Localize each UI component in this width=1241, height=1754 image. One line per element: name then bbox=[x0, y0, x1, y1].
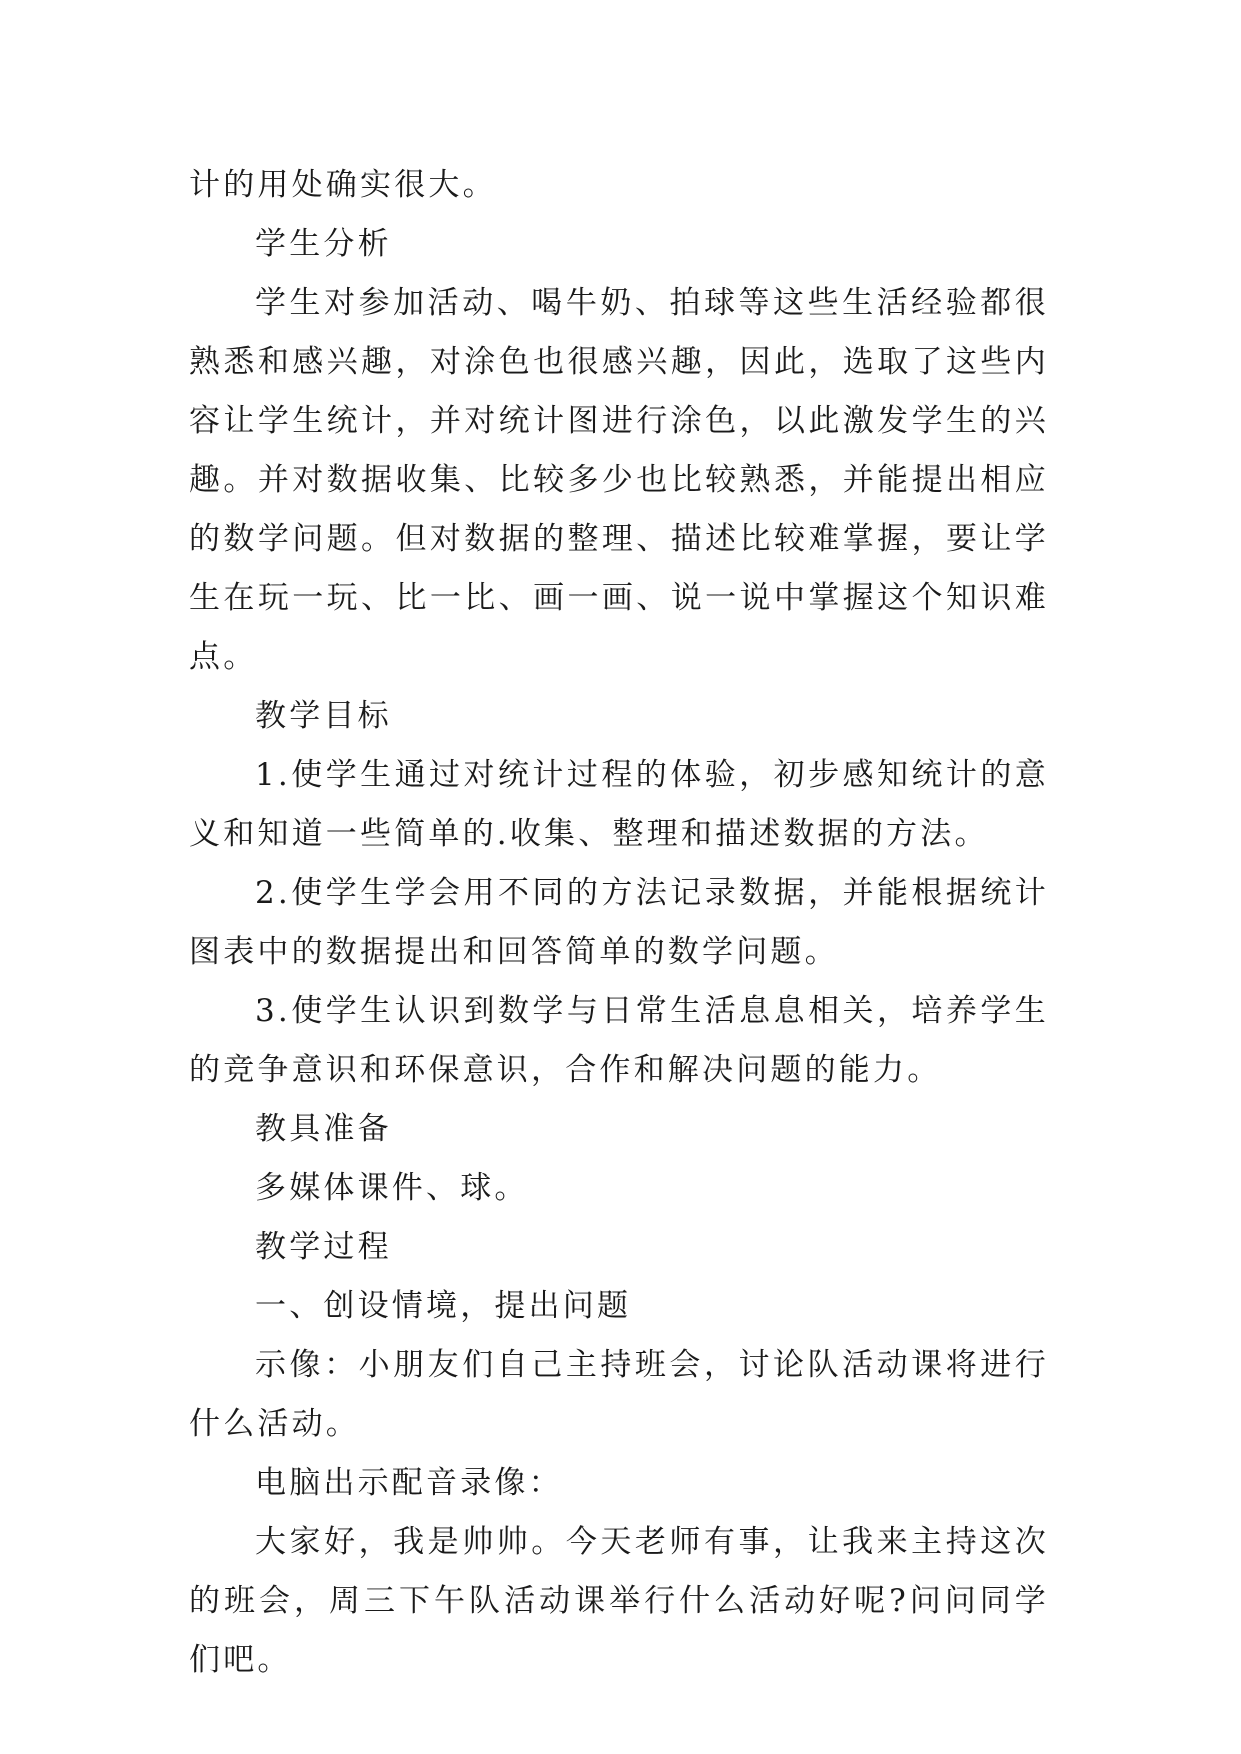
paragraph: 大家好，我是帅帅。今天老师有事，让我来主持这次的班会，周三下午队活动课举行什么活动好呢?问问同学们吧。 bbox=[189, 1524, 1049, 1678]
section-heading: 学生分析 bbox=[255, 226, 392, 262]
paragraph: 电脑出示配音录像： bbox=[255, 1465, 563, 1501]
section-heading: 教学过程 bbox=[255, 1229, 392, 1265]
body-text bbox=[189, 156, 1049, 1690]
subsection-heading: 一、创设情境，提出问题 bbox=[255, 1288, 632, 1324]
paragraph: 多媒体课件、球。 bbox=[255, 1170, 529, 1206]
list-item: 2.使学生学会用不同的方法记录数据，并能根据统计图表中的数据提出和回答简单的数学问题。 bbox=[189, 875, 1049, 970]
list-item: 1.使学生通过对统计过程的体验，初步感知统计的意义和知道一些简单的.收集、整理和描述数据的方法。 bbox=[189, 757, 1049, 852]
paragraph: 计的用处确实很大。 bbox=[189, 167, 497, 203]
section-heading: 教具准备 bbox=[255, 1111, 392, 1147]
list-item: 3.使学生认识到数学与日常生活息息相关，培养学生的竞争意识和环保意识，合作和解决问题的能力。 bbox=[189, 993, 1049, 1088]
paragraph: 示像：小朋友们自己主持班会，讨论队活动课将进行什么活动。 bbox=[189, 1347, 1049, 1442]
paragraph: 学生对参加活动、喝牛奶、拍球等这些生活经验都很熟悉和感兴趣，对涂色也很感兴趣，因此，选取了这些内容让学生统计，并对统计图进行涂色，以此激发学生的兴趣。并对数据收集、比较多少也比较熟悉，并能提出相应的数学问题。但对数据的整理、描述比较难掌握，要让学生在玩一玩、比一比、画一画、说一说中掌握这个知识难点。 bbox=[189, 285, 1049, 675]
section-heading: 教学目标 bbox=[255, 698, 392, 734]
